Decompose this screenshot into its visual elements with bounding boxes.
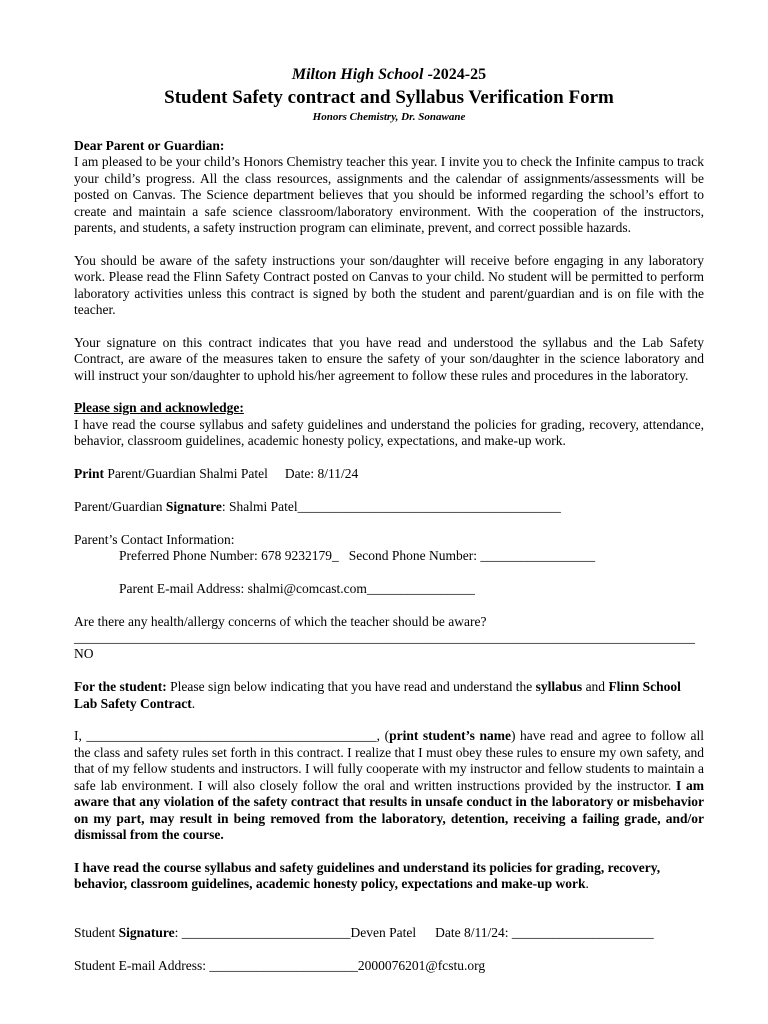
phone-line [74, 548, 704, 564]
final-statement-end: . [585, 876, 589, 892]
letter-paragraph-1: I am pleased to be your child’s Honors Chemistry teacher this year. I invite you to check the Infinite campus to track your child’s progress. All the class resources, assignments and the calendar of assignments/assessments will be posted on Canvas. The Science department believes that you should be informed regarding the school’s effort to create and maintain a safe science classroom/laboratory environment. With the cooperation of the instructors, parents, and students, a safety instruction program can eliminate, prevent, and correct possible hazards. [74, 154, 704, 236]
student-intro-syllabus: syllabus [535, 679, 583, 695]
student-intro [74, 679, 704, 712]
parent-date: Date: 8/11/24 [284, 466, 359, 482]
preferred-phone: Preferred Phone Number: 678 9232179_ [119, 548, 339, 564]
parent-printed-name: Parent/Guardian Shalmi Patel [104, 466, 268, 482]
health-question: Are there any health/allergy concerns of which the teacher should be aware? [74, 613, 487, 629]
school-year: -2024-25 [423, 66, 487, 83]
student-signature-line [74, 925, 704, 941]
acknowledge-heading: Please sign and acknowledge: [74, 400, 244, 416]
parent-signature-line [74, 499, 704, 515]
agreement-start: I, ___________________________________________, ( [74, 728, 390, 744]
parent-print-line [74, 466, 704, 482]
agreement-warning: I am aware that any violation of the safety contract that results in unsafe conduct in the laboratory or misbehavior on my part, may result in being removed from the laboratory, detention, receiving a failing grade, and/or dismissal from the course. [74, 777, 705, 842]
student-intro-and: and [582, 679, 609, 695]
student-signature-value: : _________________________Deven Patel [174, 925, 417, 941]
student-date: Date 8/11/24: _____________________ [435, 925, 654, 941]
student-email-line: Student E-mail Address: ______________________2000076201@fcstu.org [74, 958, 486, 974]
school-name: Milton High School [291, 66, 424, 83]
salutation: Dear Parent or Guardian: [74, 138, 225, 153]
health-answer-blank: ____________________________________________________________________________________________ [74, 630, 695, 646]
student-intro-contract: Flinn School Lab Safety Contract [74, 679, 681, 711]
contact-heading: Parent’s Contact Information: [74, 531, 235, 547]
letter-paragraph-2: You should be aware of the safety instructions your son/daughter will receive before engaging in any laboratory work. Please read the Flinn Safety Contract posted on Canvas to your child. No student will be permitted to perform laboratory activities unless this contract is signed by both the student and parent/guardian and is on file with the teacher. [74, 252, 704, 318]
parent-signature-prefix: Parent/Guardian [74, 498, 166, 514]
health-answer: NO [74, 646, 94, 662]
parent-email-blank: ________________ [366, 580, 475, 596]
parent-email-line [74, 581, 704, 597]
form-body [74, 138, 704, 975]
final-statement [74, 860, 704, 893]
second-phone: Second Phone Number: _________________ [348, 548, 596, 564]
parent-signature-label: Signature [165, 498, 222, 514]
agreement-print-name: print student’s name [389, 728, 511, 744]
parent-signature-value: : Shalmi Patel_______________________________________ [221, 498, 561, 514]
student-signature-label: Signature [118, 925, 175, 941]
student-agreement [74, 728, 704, 843]
final-statement-text: I have read the course syllabus and safety guidelines and understand its policies for grading, recovery, behavior, classroom guidelines, academic honesty policy, expectations and make-up work [74, 859, 661, 892]
agreement-middle: ) have read and agree to follow all the class and safety rules set forth in this contract. I realize that I must obey these rules to ensure my own safety, and that of my fellow students and instructors. I will fully cooperate with my instructor and fellow students to maintain a safe lab environment. I will also closely follow the oral and written instructions provided by the instructor. [74, 728, 704, 793]
student-intro-text: Please sign below indicating that you have read and understand the [166, 679, 536, 695]
letter-paragraph-3: Your signature on this contract indicates that you have read and understood the syllabus and the Lab Safety Contract, are aware of the measures taken to ensure the safety of your son/daughter in the science laboratory and will instruct your son/daughter to uphold his/her agreement to follow these rules and procedures in the laboratory. [74, 334, 704, 383]
student-intro-end: . [191, 695, 196, 711]
form-title: Student Safety contract and Syllabus Verification Form [164, 87, 614, 108]
acknowledge-text: I have read the course syllabus and safety guidelines and understand the policies for grading, recovery, attendance, behavior, classroom guidelines, academic honesty policy, expectations, and make-up work. [74, 416, 704, 449]
print-label: Print [74, 466, 104, 482]
form-subtitle: Honors Chemistry, Dr. Sonawane [312, 111, 466, 123]
school-heading [74, 65, 704, 85]
parent-email: Parent E-mail Address: shalmi@comcast.com [119, 580, 367, 596]
student-signature-prefix: Student [74, 925, 119, 941]
student-intro-label: For the student: [74, 679, 167, 695]
